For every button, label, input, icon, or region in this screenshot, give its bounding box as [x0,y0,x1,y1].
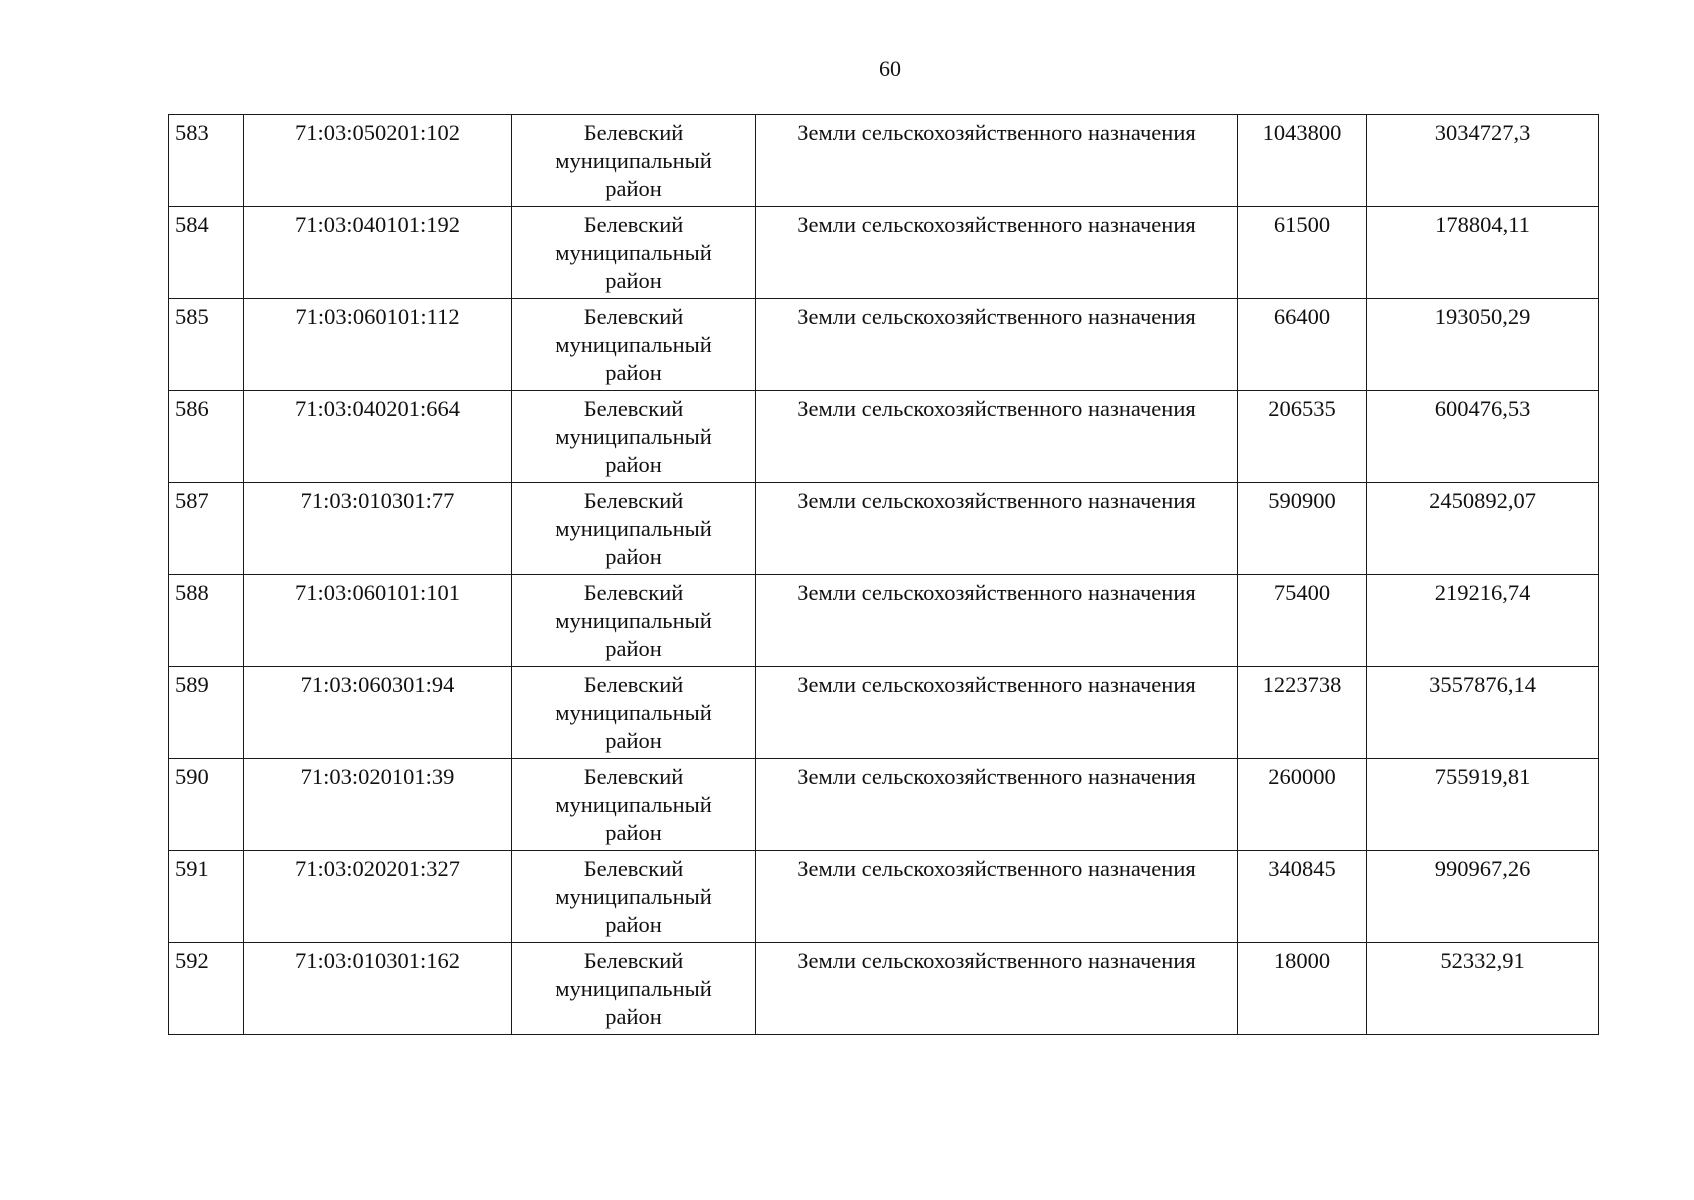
district-line: Белевский [583,120,684,145]
cadastral-cost-cell: 990967,26 [1367,851,1599,943]
table-row [169,115,1599,207]
table-row [169,851,1599,943]
cadastral-cost-cell: 600476,53 [1367,391,1599,483]
land-category-cell: Земли сельскохозяйственного назначения [756,391,1238,483]
district-line: район [605,820,662,845]
district-line: муниципальный [555,240,712,265]
row-number-cell: 586 [169,391,244,483]
row-number-cell: 591 [169,851,244,943]
table-body [169,115,1599,1035]
land-category-cell: Земли сельскохозяйственного назначения [756,115,1238,207]
district-cell [512,391,756,483]
land-category-cell: Земли сельскохозяйственного назначения [756,667,1238,759]
district-line: Белевский [583,212,684,237]
area-cell: 61500 [1238,207,1367,299]
district-line: Белевский [583,672,684,697]
cadastral-number-cell: 71:03:040201:664 [244,391,512,483]
land-category-cell: Земли сельскохозяйственного назначения [756,759,1238,851]
row-number-cell: 587 [169,483,244,575]
cadastral-number-cell: 71:03:020101:39 [244,759,512,851]
page-number: 60 [879,56,901,81]
district-line: Белевский [583,948,684,973]
table-row [169,299,1599,391]
cadastral-cost-cell: 755919,81 [1367,759,1599,851]
table-row [169,207,1599,299]
row-number-cell: 583 [169,115,244,207]
district-line: район [605,176,662,201]
area-cell: 18000 [1238,943,1367,1035]
cadastral-cost-cell: 3034727,3 [1367,115,1599,207]
row-number-cell: 588 [169,575,244,667]
cadastral-cost-cell: 52332,91 [1367,943,1599,1035]
table-row [169,943,1599,1035]
district-line: район [605,912,662,937]
district-line: Белевский [583,488,684,513]
cadastral-cost-cell: 219216,74 [1367,575,1599,667]
district-cell [512,943,756,1035]
district-line: район [605,728,662,753]
cadastral-cost-cell: 193050,29 [1367,299,1599,391]
district-line: муниципальный [555,332,712,357]
cadastral-cost-cell: 178804,11 [1367,207,1599,299]
table-row [169,575,1599,667]
cadastral-cost-cell: 3557876,14 [1367,667,1599,759]
cadastral-number-cell: 71:03:010301:162 [244,943,512,1035]
land-category-cell: Земли сельскохозяйственного назначения [756,851,1238,943]
district-line: Белевский [583,764,684,789]
district-line: район [605,452,662,477]
land-category-cell: Земли сельскохозяйственного назначения [756,483,1238,575]
cadastral-number-cell: 71:03:060101:112 [244,299,512,391]
area-cell: 206535 [1238,391,1367,483]
land-category-cell: Земли сельскохозяйственного назначения [756,207,1238,299]
land-category-cell: Земли сельскохозяйственного назначения [756,299,1238,391]
district-line: район [605,268,662,293]
area-cell: 66400 [1238,299,1367,391]
district-line: Белевский [583,396,684,421]
district-line: Белевский [583,304,684,329]
district-cell [512,759,756,851]
district-line: муниципальный [555,976,712,1001]
area-cell: 1223738 [1238,667,1367,759]
district-line: Белевский [583,856,684,881]
row-number-cell: 589 [169,667,244,759]
district-cell [512,299,756,391]
district-cell [512,483,756,575]
district-line: район [605,544,662,569]
district-line: муниципальный [555,700,712,725]
land-category-cell: Земли сельскохозяйственного назначения [756,575,1238,667]
table-row [169,391,1599,483]
cadastral-number-cell: 71:03:010301:77 [244,483,512,575]
row-number-cell: 585 [169,299,244,391]
cadastral-cost-cell: 2450892,07 [1367,483,1599,575]
district-line: муниципальный [555,792,712,817]
district-line: Белевский [583,580,684,605]
district-cell [512,115,756,207]
row-number-cell: 584 [169,207,244,299]
district-line: район [605,636,662,661]
cadastral-number-cell: 71:03:060101:101 [244,575,512,667]
district-cell [512,207,756,299]
land-plots-table [168,114,1599,1035]
cadastral-number-cell: 71:03:060301:94 [244,667,512,759]
table-row [169,483,1599,575]
table-row [169,759,1599,851]
district-line: муниципальный [555,608,712,633]
land-category-cell: Земли сельскохозяйственного назначения [756,943,1238,1035]
row-number-cell: 592 [169,943,244,1035]
district-cell [512,575,756,667]
cadastral-number-cell: 71:03:040101:192 [244,207,512,299]
district-cell [512,851,756,943]
district-line: муниципальный [555,424,712,449]
district-cell [512,667,756,759]
district-line: район [605,360,662,385]
row-number-cell: 590 [169,759,244,851]
area-cell: 340845 [1238,851,1367,943]
area-cell: 590900 [1238,483,1367,575]
area-cell: 75400 [1238,575,1367,667]
district-line: муниципальный [555,516,712,541]
cadastral-number-cell: 71:03:020201:327 [244,851,512,943]
district-line: муниципальный [555,148,712,173]
district-line: муниципальный [555,884,712,909]
area-cell: 260000 [1238,759,1367,851]
cadastral-number-cell: 71:03:050201:102 [244,115,512,207]
district-line: район [605,1004,662,1029]
area-cell: 1043800 [1238,115,1367,207]
table-row [169,667,1599,759]
